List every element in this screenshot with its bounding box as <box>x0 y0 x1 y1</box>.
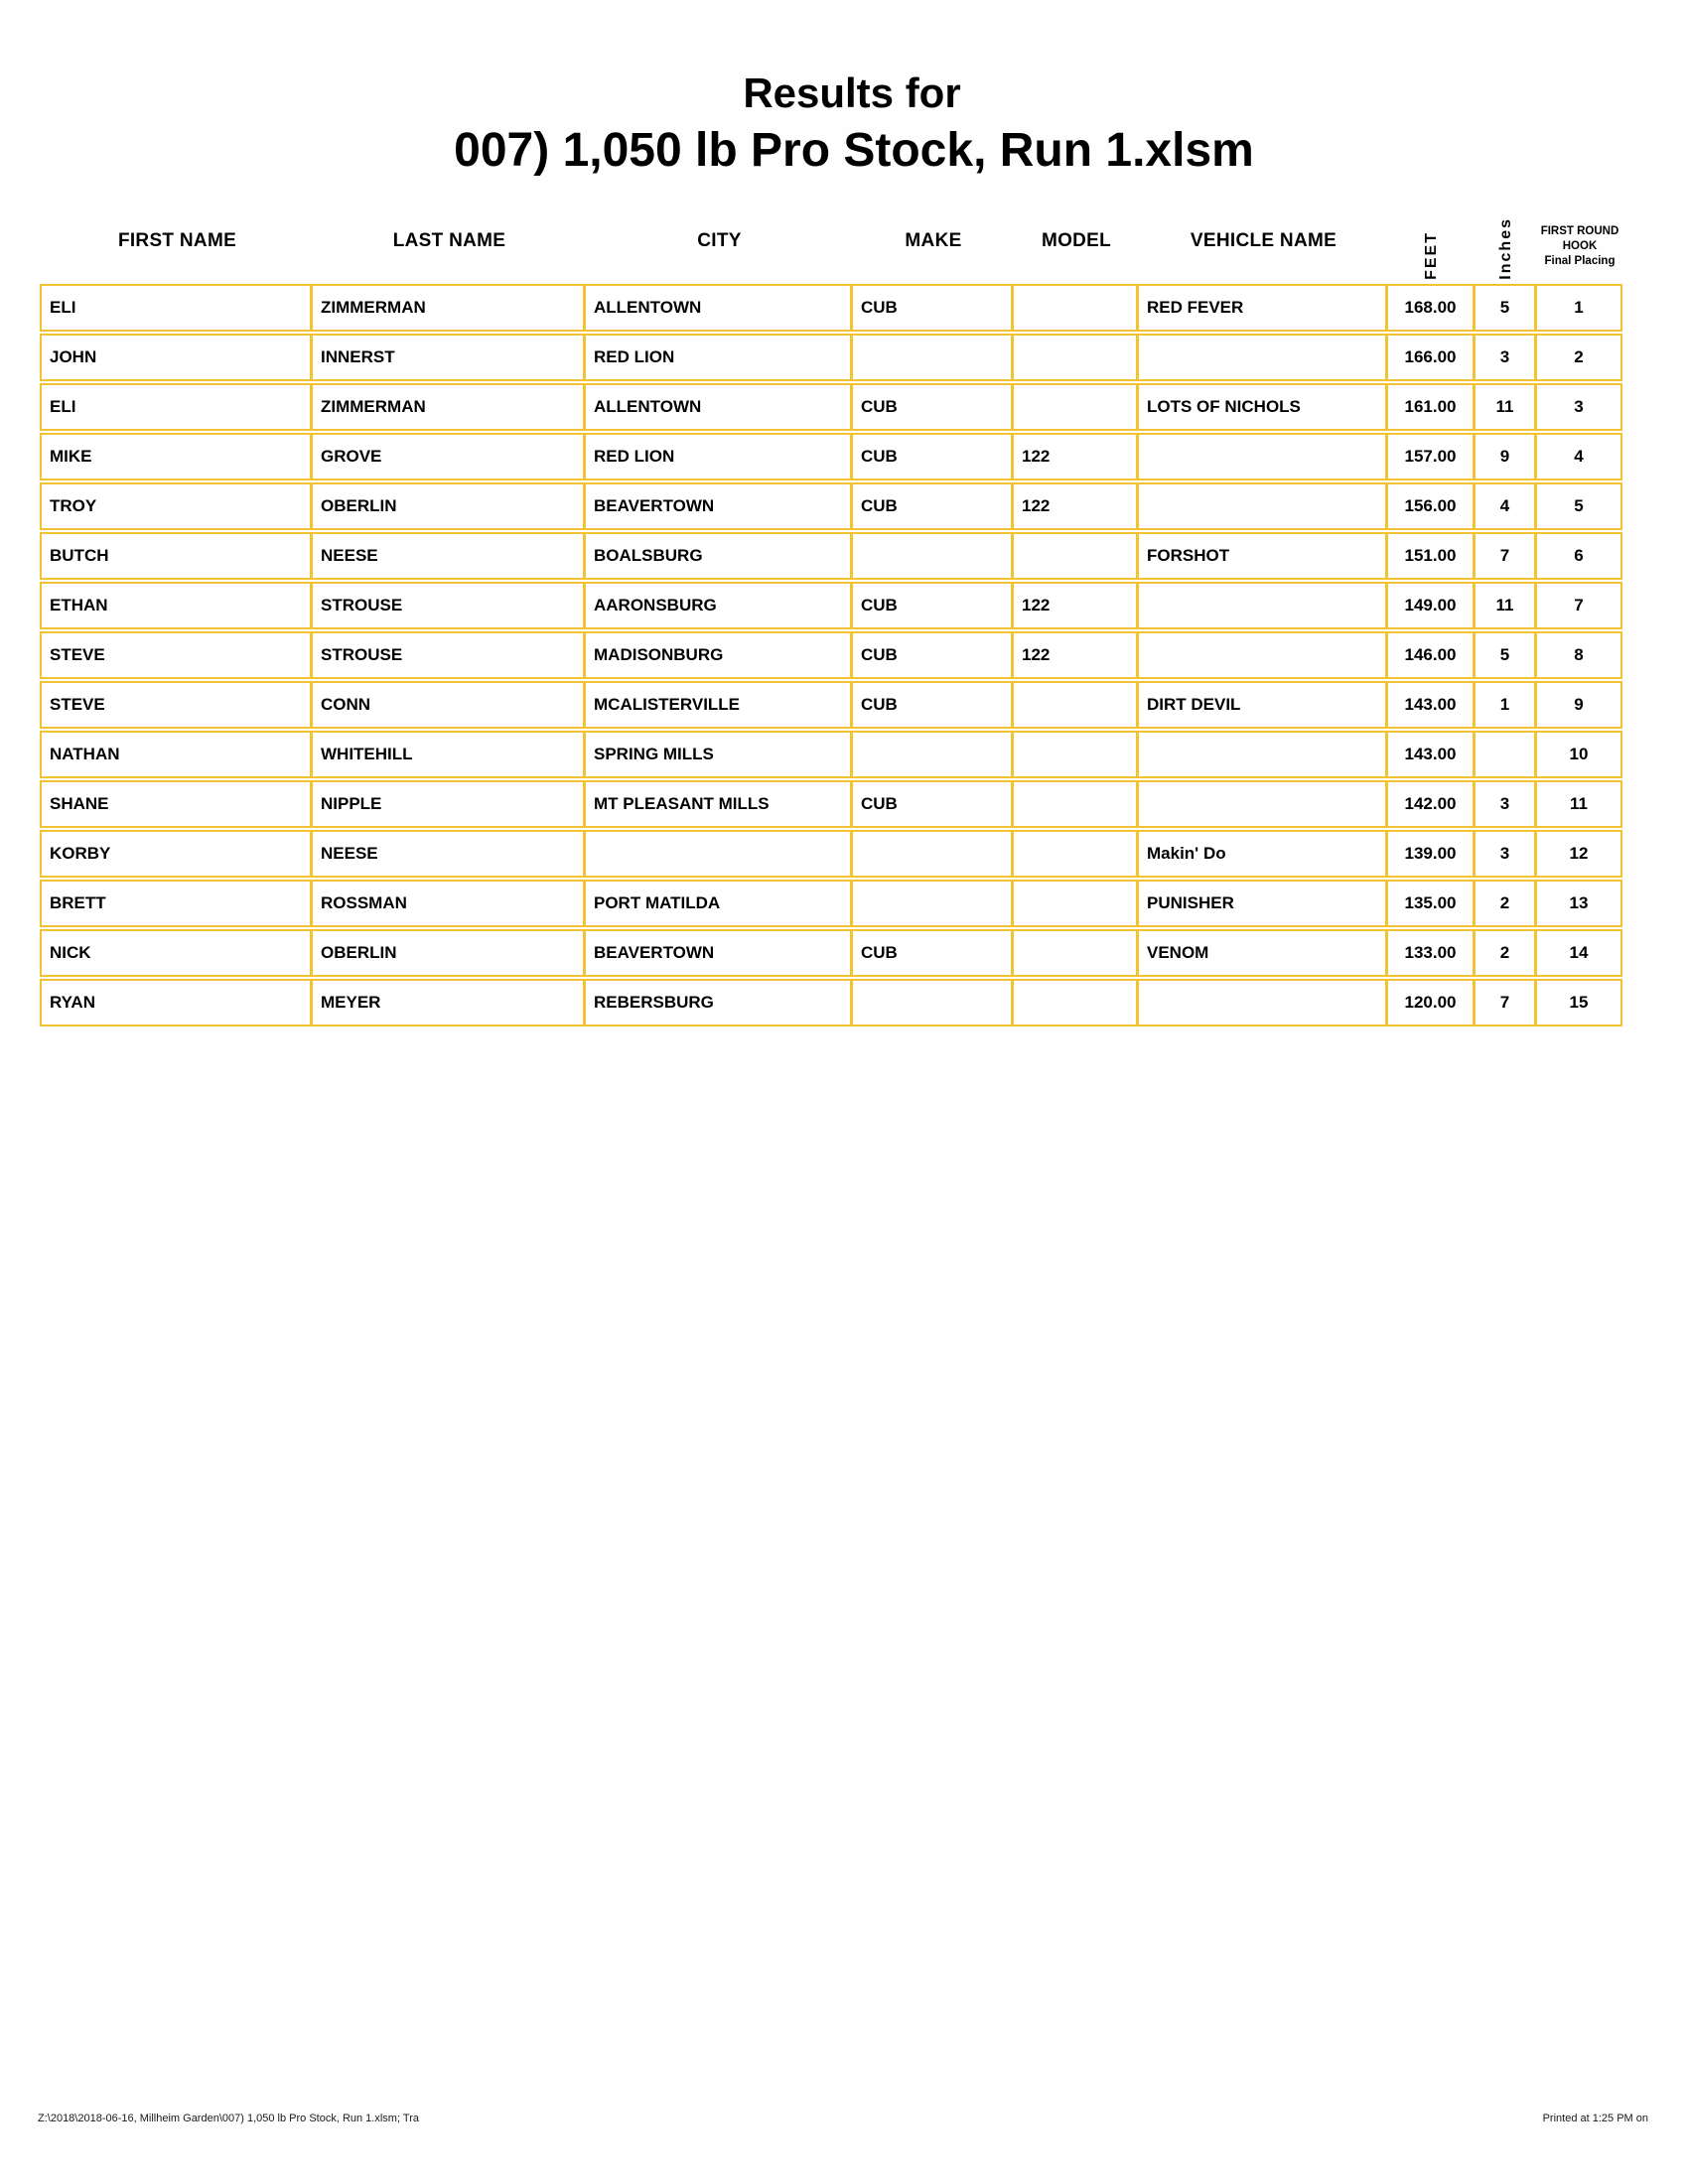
cell-inches: 11 <box>1476 584 1537 627</box>
table-row <box>40 433 1622 480</box>
cell-model <box>1014 931 1139 975</box>
cell-vehicle-name <box>1139 584 1388 627</box>
table-row <box>40 929 1622 977</box>
cell-model <box>1014 782 1139 826</box>
cell-vehicle-name <box>1139 633 1388 677</box>
cell-final-placing: 15 <box>1569 993 1589 1012</box>
cell-make <box>853 534 1014 578</box>
cell-inches: 7 <box>1476 981 1537 1024</box>
cell-first-name: STEVE <box>42 683 313 727</box>
cell-feet: 139.00 <box>1388 832 1476 876</box>
cell-feet: 161.00 <box>1388 385 1476 429</box>
column-header-vehicle-name: VEHICLE NAME <box>1190 230 1337 251</box>
cell-last-name: GROVE <box>313 435 586 478</box>
cell-inches <box>1476 733 1537 776</box>
cell-vehicle-name: LOTS OF NICHOLS <box>1139 385 1388 429</box>
cell-model <box>1014 385 1139 429</box>
cell-feet: 135.00 <box>1388 882 1476 925</box>
cell-city: AARONSBURG <box>586 584 853 627</box>
cell-vehicle-name <box>1139 435 1388 478</box>
cell-feet: 143.00 <box>1388 733 1476 776</box>
footer-printed-time: Printed at 1:25 PM on <box>1542 2113 1648 2124</box>
cell-final-placing: 9 <box>1574 695 1584 714</box>
cell-make: CUB <box>853 286 1014 330</box>
cell-first-name: NATHAN <box>42 733 313 776</box>
column-header-inches <box>1476 195 1537 280</box>
cell-make: CUB <box>853 931 1014 975</box>
cell-model <box>1014 286 1139 330</box>
cell-last-name: STROUSE <box>313 584 586 627</box>
cell-vehicle-name: DIRT DEVIL <box>1139 683 1388 727</box>
cell-feet: 151.00 <box>1388 534 1476 578</box>
table-row <box>40 780 1622 828</box>
cell-feet: 157.00 <box>1388 435 1476 478</box>
column-header-feet-label: FEET <box>1423 231 1440 280</box>
placing-header-line1: FIRST ROUND <box>1540 225 1619 237</box>
cell-make: CUB <box>853 584 1014 627</box>
cell-vehicle-name: FORSHOT <box>1139 534 1388 578</box>
cell-final-placing: 12 <box>1569 844 1589 863</box>
cell-last-name: STROUSE <box>313 633 586 677</box>
cell-inches: 4 <box>1476 484 1537 528</box>
column-header-make: MAKE <box>905 230 962 251</box>
column-header-model: MODEL <box>1041 230 1112 251</box>
cell-first-name: ELI <box>42 286 313 330</box>
cell-model <box>1014 336 1139 379</box>
cell-first-name: BRETT <box>42 882 313 925</box>
cell-vehicle-name: RED FEVER <box>1139 286 1388 330</box>
cell-city: PORT MATILDA <box>586 882 853 925</box>
cell-inches: 1 <box>1476 683 1537 727</box>
cell-last-name: WHITEHILL <box>313 733 586 776</box>
column-header-first-name: FIRST NAME <box>117 230 237 251</box>
cell-first-name: MIKE <box>42 435 313 478</box>
cell-final-placing: 3 <box>1574 397 1584 416</box>
cell-first-name: STEVE <box>42 633 313 677</box>
cell-feet: 166.00 <box>1388 336 1476 379</box>
cell-model <box>1014 882 1139 925</box>
table-row <box>40 631 1622 679</box>
cell-vehicle-name <box>1139 733 1388 776</box>
cell-city: BEAVERTOWN <box>586 484 853 528</box>
cell-inches: 3 <box>1476 336 1537 379</box>
cell-inches: 2 <box>1476 931 1537 975</box>
cell-city: RED LION <box>586 336 853 379</box>
cell-last-name: CONN <box>313 683 586 727</box>
cell-model <box>1014 534 1139 578</box>
table-row <box>40 582 1622 629</box>
cell-first-name: NICK <box>42 931 313 975</box>
cell-make: CUB <box>853 633 1014 677</box>
cell-model: 122 <box>1014 484 1139 528</box>
table-row <box>40 979 1622 1026</box>
placing-header-line2: HOOK <box>1562 240 1598 252</box>
cell-final-placing: 5 <box>1574 496 1584 515</box>
column-header-first-round-hook-final-placing <box>1533 224 1626 269</box>
cell-first-name: JOHN <box>42 336 313 379</box>
table-row <box>40 731 1622 778</box>
cell-make: CUB <box>853 782 1014 826</box>
cell-last-name: ZIMMERMAN <box>313 385 586 429</box>
cell-last-name: NEESE <box>313 832 586 876</box>
table-row <box>40 383 1622 431</box>
cell-make: CUB <box>853 484 1014 528</box>
cell-final-placing: 11 <box>1570 794 1588 813</box>
cell-model <box>1014 981 1139 1024</box>
cell-final-placing: 6 <box>1574 546 1584 565</box>
cell-model <box>1014 832 1139 876</box>
cell-make <box>853 981 1014 1024</box>
cell-city <box>586 832 853 876</box>
cell-inches: 7 <box>1476 534 1537 578</box>
cell-first-name: TROY <box>42 484 313 528</box>
table-row <box>40 880 1622 927</box>
cell-final-placing: 14 <box>1569 943 1589 962</box>
column-header-feet <box>1388 195 1476 280</box>
cell-model: 122 <box>1014 584 1139 627</box>
cell-feet: 146.00 <box>1388 633 1476 677</box>
column-header-city: CITY <box>697 230 742 251</box>
cell-vehicle-name <box>1139 981 1388 1024</box>
cell-make <box>853 882 1014 925</box>
table-row <box>40 334 1622 381</box>
cell-feet: 120.00 <box>1388 981 1476 1024</box>
column-header-inches-label: Inches <box>1497 217 1514 280</box>
cell-first-name: ELI <box>42 385 313 429</box>
cell-make: CUB <box>853 683 1014 727</box>
cell-vehicle-name: VENOM <box>1139 931 1388 975</box>
footer-file-path: Z:\2018\2018-06-16, Millheim Garden\007) 1,050 lb Pro Stock, Run 1.xlsm; Tra <box>38 2113 419 2124</box>
cell-city: MADISONBURG <box>586 633 853 677</box>
cell-city: ALLENTOWN <box>586 385 853 429</box>
cell-model <box>1014 733 1139 776</box>
cell-final-placing: 10 <box>1569 745 1589 763</box>
table-row <box>40 830 1622 878</box>
cell-final-placing: 1 <box>1574 298 1584 317</box>
cell-last-name: MEYER <box>313 981 586 1024</box>
cell-first-name: ETHAN <box>42 584 313 627</box>
cell-city: MT PLEASANT MILLS <box>586 782 853 826</box>
table-row <box>40 482 1622 530</box>
cell-feet: 133.00 <box>1388 931 1476 975</box>
cell-last-name: OBERLIN <box>313 484 586 528</box>
cell-vehicle-name: Makin' Do <box>1139 832 1388 876</box>
cell-city: RED LION <box>586 435 853 478</box>
cell-feet: 168.00 <box>1388 286 1476 330</box>
cell-city: MCALISTERVILLE <box>586 683 853 727</box>
cell-inches: 2 <box>1476 882 1537 925</box>
cell-first-name: KORBY <box>42 832 313 876</box>
cell-model: 122 <box>1014 435 1139 478</box>
cell-first-name: BUTCH <box>42 534 313 578</box>
results-table <box>40 284 1622 1028</box>
table-row <box>40 284 1622 332</box>
table-row <box>40 532 1622 580</box>
cell-feet: 142.00 <box>1388 782 1476 826</box>
cell-inches: 5 <box>1476 633 1537 677</box>
cell-final-placing: 8 <box>1574 645 1584 664</box>
cell-last-name: ZIMMERMAN <box>313 286 586 330</box>
cell-last-name: NEESE <box>313 534 586 578</box>
cell-vehicle-name <box>1139 336 1388 379</box>
cell-last-name: NIPPLE <box>313 782 586 826</box>
cell-inches: 5 <box>1476 286 1537 330</box>
cell-city: BEAVERTOWN <box>586 931 853 975</box>
page-title-line2: 007) 1,050 lb Pro Stock, Run 1.xlsm <box>454 124 1254 177</box>
cell-first-name: SHANE <box>42 782 313 826</box>
cell-city: ALLENTOWN <box>586 286 853 330</box>
cell-make: CUB <box>853 385 1014 429</box>
cell-make: CUB <box>853 435 1014 478</box>
cell-last-name: INNERST <box>313 336 586 379</box>
cell-last-name: OBERLIN <box>313 931 586 975</box>
placing-header-line3: Final Placing <box>1544 255 1616 267</box>
cell-inches: 11 <box>1476 385 1537 429</box>
cell-make <box>853 733 1014 776</box>
cell-vehicle-name <box>1139 782 1388 826</box>
cell-first-name: RYAN <box>42 981 313 1024</box>
cell-city: BOALSBURG <box>586 534 853 578</box>
cell-make <box>853 832 1014 876</box>
cell-final-placing: 2 <box>1574 347 1584 366</box>
cell-feet: 143.00 <box>1388 683 1476 727</box>
cell-vehicle-name: PUNISHER <box>1139 882 1388 925</box>
cell-vehicle-name <box>1139 484 1388 528</box>
cell-last-name: ROSSMAN <box>313 882 586 925</box>
cell-make <box>853 336 1014 379</box>
cell-model: 122 <box>1014 633 1139 677</box>
cell-final-placing: 4 <box>1574 447 1584 466</box>
cell-inches: 3 <box>1476 782 1537 826</box>
cell-feet: 156.00 <box>1388 484 1476 528</box>
cell-feet: 149.00 <box>1388 584 1476 627</box>
cell-city: REBERSBURG <box>586 981 853 1024</box>
cell-final-placing: 13 <box>1569 893 1589 912</box>
cell-inches: 9 <box>1476 435 1537 478</box>
column-header-last-name: LAST NAME <box>392 230 506 251</box>
cell-final-placing: 7 <box>1574 596 1584 614</box>
cell-city: SPRING MILLS <box>586 733 853 776</box>
table-row <box>40 681 1622 729</box>
page-title-line1: Results for <box>743 69 961 116</box>
cell-inches: 3 <box>1476 832 1537 876</box>
cell-model <box>1014 683 1139 727</box>
